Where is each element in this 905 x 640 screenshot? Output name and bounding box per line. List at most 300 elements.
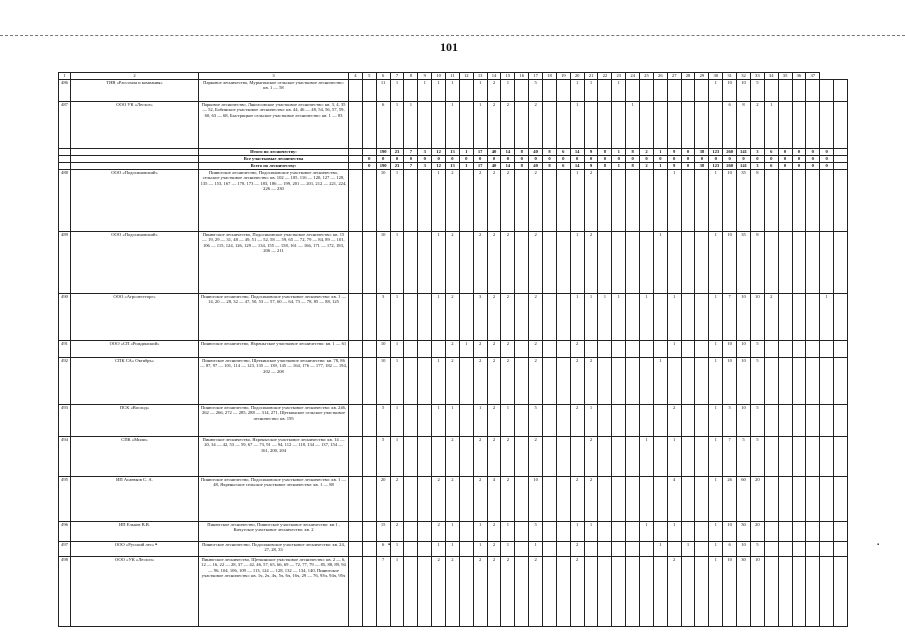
value-cell xyxy=(612,405,626,437)
value-cell xyxy=(515,405,529,437)
value-cell xyxy=(709,102,723,149)
value-cell: 5 xyxy=(750,341,764,358)
location-description: Пинюгское лесничество, Яхреньгское участковое лесничество: кв. 1 — 61 xyxy=(199,341,349,358)
value-cell: 2 xyxy=(529,437,543,477)
value-cell xyxy=(349,232,363,294)
value-cell xyxy=(626,294,640,341)
value-cell xyxy=(612,437,626,477)
value-cell: 1 xyxy=(473,542,487,557)
value-cell: 1 xyxy=(390,358,404,405)
value-cell: 5 xyxy=(529,80,543,102)
value-cell: 1 xyxy=(667,294,681,341)
value-cell: 1 xyxy=(667,522,681,542)
value-cell xyxy=(806,477,820,522)
value-cell xyxy=(653,437,667,477)
value-cell xyxy=(556,437,570,477)
location-description: Парковое лесничество, Лянгасовское участковое лесничество: кв. 3, 4, 35 — 52, Бобинское участковое лесничество: кв. 44, 46 — 48, 54, 56, 57, 59, 60, 63 — 68, Быстрицкое сельское участковое лесничество: кв. 1 — 83 xyxy=(199,102,349,149)
page-number: 101 xyxy=(440,40,458,54)
value-cell xyxy=(543,477,557,522)
value-cell: 2 xyxy=(570,477,584,522)
value-cell xyxy=(459,80,473,102)
value-cell: 0 xyxy=(778,149,792,156)
value-cell: 10 xyxy=(750,294,764,341)
table-row xyxy=(59,477,848,522)
table-row xyxy=(59,294,848,341)
column-number: 7 xyxy=(390,73,404,80)
value-cell: 2 xyxy=(501,437,515,477)
value-cell: 7 xyxy=(404,149,418,156)
value-cell: 0 xyxy=(806,149,820,156)
value-cell xyxy=(459,358,473,405)
value-cell xyxy=(820,522,834,542)
row-number: 495 xyxy=(59,477,71,522)
value-cell xyxy=(806,170,820,232)
value-cell xyxy=(695,522,709,542)
value-cell: 0 xyxy=(806,163,820,170)
value-cell: 190 xyxy=(376,163,390,170)
value-cell: 7 xyxy=(723,437,737,477)
value-cell: 1 xyxy=(570,102,584,149)
value-cell: 1 xyxy=(653,358,667,405)
value-cell xyxy=(556,102,570,149)
value-cell: 1 xyxy=(584,80,598,102)
value-cell: 0 xyxy=(626,156,640,163)
value-cell: 23 xyxy=(390,163,404,170)
value-cell: 1 xyxy=(446,542,460,557)
value-cell xyxy=(598,437,612,477)
value-cell xyxy=(626,80,640,102)
value-cell: 2 xyxy=(487,557,501,627)
value-cell: 8 xyxy=(543,163,557,170)
value-cell xyxy=(834,557,848,627)
table-body xyxy=(59,80,848,627)
value-cell xyxy=(543,294,557,341)
value-cell xyxy=(695,341,709,358)
value-cell xyxy=(598,477,612,522)
value-cell xyxy=(820,102,834,149)
value-cell xyxy=(834,437,848,477)
column-number: 24 xyxy=(626,73,640,80)
value-cell: 2 xyxy=(501,557,515,627)
value-cell xyxy=(640,405,654,437)
value-cell: 1 xyxy=(709,170,723,232)
value-cell xyxy=(667,542,681,557)
value-cell xyxy=(459,405,473,437)
value-cell xyxy=(653,170,667,232)
value-cell: 1 xyxy=(473,80,487,102)
value-cell xyxy=(418,102,432,149)
value-cell: 1 xyxy=(820,294,834,341)
value-cell: 30 xyxy=(737,557,751,627)
value-cell xyxy=(459,477,473,522)
value-cell xyxy=(834,294,848,341)
value-cell xyxy=(792,358,806,405)
value-cell: 5 xyxy=(376,437,390,477)
value-cell xyxy=(418,477,432,522)
value-cell: 14 xyxy=(501,163,515,170)
value-cell: 2 xyxy=(501,170,515,232)
value-cell: 6 xyxy=(376,102,390,149)
row-number: 493 xyxy=(59,405,71,437)
value-cell: 1 xyxy=(432,542,446,557)
value-cell: 5 xyxy=(529,405,543,437)
value-cell: 20 xyxy=(750,477,764,522)
value-cell xyxy=(681,437,695,477)
value-cell xyxy=(404,522,418,542)
value-cell: 40 xyxy=(529,163,543,170)
value-cell xyxy=(778,232,792,294)
value-cell xyxy=(681,170,695,232)
row-number: 494 xyxy=(59,437,71,477)
organization-name: ООО «УК «Лесхоз» xyxy=(71,557,199,627)
value-cell xyxy=(543,341,557,358)
table-row xyxy=(59,80,848,102)
value-cell xyxy=(640,358,654,405)
value-cell: 1 xyxy=(446,405,460,437)
value-cell: 0 xyxy=(667,156,681,163)
value-cell xyxy=(626,437,640,477)
value-cell: 0 xyxy=(390,156,404,163)
value-cell: 1 xyxy=(612,80,626,102)
value-cell: 8 xyxy=(598,149,612,156)
value-cell: 2 xyxy=(390,522,404,542)
value-cell xyxy=(640,232,654,294)
value-cell: 0 xyxy=(362,163,376,170)
value-cell xyxy=(515,522,529,542)
value-cell: 1 xyxy=(390,437,404,477)
value-cell xyxy=(459,557,473,627)
value-cell: 5 xyxy=(750,437,764,477)
value-cell: 5 xyxy=(529,522,543,542)
column-number: 16 xyxy=(515,73,529,80)
value-cell: 0 xyxy=(820,163,834,170)
value-cell xyxy=(626,542,640,557)
row-number xyxy=(59,156,71,163)
value-cell: 2 xyxy=(487,80,501,102)
column-number: 31 xyxy=(723,73,737,80)
value-cell xyxy=(681,80,695,102)
value-cell: 1 xyxy=(612,294,626,341)
value-cell xyxy=(695,557,709,627)
row-number: 488 xyxy=(59,170,71,232)
value-cell: 2 xyxy=(501,358,515,405)
row-number: 490 xyxy=(59,294,71,341)
value-cell: 6 xyxy=(764,149,778,156)
value-cell xyxy=(404,405,418,437)
value-cell: 2 xyxy=(446,341,460,358)
value-cell: 0 xyxy=(473,156,487,163)
value-cell: 1 xyxy=(709,232,723,294)
value-cell xyxy=(653,80,667,102)
value-cell xyxy=(806,437,820,477)
value-cell xyxy=(556,232,570,294)
value-cell: 2 xyxy=(446,294,460,341)
location-description: Пинюгское лесничество, Подосиновское участковое лесничество: кв. 24, 27, 28, 33 xyxy=(199,542,349,557)
location-description: Итого по лесничеству: xyxy=(199,149,349,156)
value-cell: 0 xyxy=(792,156,806,163)
value-cell xyxy=(418,358,432,405)
value-cell: 2 xyxy=(487,341,501,358)
value-cell: 10 xyxy=(376,341,390,358)
column-number: 22 xyxy=(598,73,612,80)
value-cell xyxy=(681,477,695,522)
value-cell xyxy=(612,170,626,232)
value-cell: 2 xyxy=(446,477,460,522)
value-cell: 1 xyxy=(612,149,626,156)
value-cell xyxy=(640,102,654,149)
table-row xyxy=(59,405,848,437)
value-cell: 1 xyxy=(584,294,598,341)
value-cell xyxy=(820,477,834,522)
value-cell xyxy=(418,557,432,627)
value-cell: 0 xyxy=(446,156,460,163)
value-cell xyxy=(515,542,529,557)
value-cell: 2 xyxy=(570,542,584,557)
location-description: Пинюгское лесничество, Щеткинское участковое лесничество: кв. 2 — 6, 12 — 16, 22 — 28, 37 — 42, 46, 57, 65, 66, 69 — 72, 77, 79 — 85, 88, 89, 94 — 96, 104, 106, 109 — 113, 124 — 128, 132 — 134, 140, Пинюгское участковое лесничество: кв. 1ч, 2ч, 4ч, 5ч, 6ч, 16ч, 29 — 76, 93ч, 94ч, 95ч xyxy=(199,557,349,627)
value-cell xyxy=(653,341,667,358)
value-cell: 10 xyxy=(376,170,390,232)
value-cell: 2 xyxy=(487,437,501,477)
value-cell xyxy=(349,341,363,358)
value-cell: 8 xyxy=(626,149,640,156)
value-cell: 0 xyxy=(432,156,446,163)
value-cell xyxy=(667,358,681,405)
value-cell xyxy=(792,294,806,341)
value-cell xyxy=(362,405,376,437)
value-cell: 10 xyxy=(376,232,390,294)
table-row xyxy=(59,542,848,557)
table-row xyxy=(59,232,848,294)
value-cell xyxy=(764,542,778,557)
value-cell: 2 xyxy=(446,170,460,232)
value-cell xyxy=(598,170,612,232)
value-cell: 6 xyxy=(556,163,570,170)
column-number: 18 xyxy=(543,73,557,80)
value-cell: 0 xyxy=(681,149,695,156)
value-cell: 0 xyxy=(376,156,390,163)
value-cell: 9 xyxy=(584,163,598,170)
value-cell: 190 xyxy=(376,149,390,156)
value-cell xyxy=(362,557,376,627)
value-cell xyxy=(349,405,363,437)
value-cell xyxy=(543,437,557,477)
value-cell: 2 xyxy=(446,437,460,477)
value-cell: 1 xyxy=(529,542,543,557)
value-cell: 0 xyxy=(556,156,570,163)
organization-name xyxy=(71,163,199,170)
value-cell xyxy=(349,542,363,557)
value-cell: 5 xyxy=(750,80,764,102)
location-description: Пинюгское лесничество, Пинюгское участковое лесничество: кв.1 , Кичугское участковое лесничество: кв. 2 xyxy=(199,522,349,542)
organization-name: ООО «Русский лес» xyxy=(71,542,199,557)
column-number: 27 xyxy=(667,73,681,80)
value-cell: 1 xyxy=(390,232,404,294)
value-cell: 5 xyxy=(750,358,764,405)
value-cell xyxy=(362,232,376,294)
value-cell: 0 xyxy=(543,156,557,163)
column-number: 34 xyxy=(764,73,778,80)
value-cell: 9 xyxy=(667,163,681,170)
column-number: 17 xyxy=(529,73,543,80)
value-cell xyxy=(834,341,848,358)
value-cell: 2 xyxy=(667,405,681,437)
value-cell xyxy=(778,341,792,358)
value-cell: 2 xyxy=(487,405,501,437)
value-cell: 1 xyxy=(570,232,584,294)
value-cell: 10 xyxy=(723,522,737,542)
value-cell: 1 xyxy=(459,341,473,358)
value-cell xyxy=(598,542,612,557)
value-cell: 1 xyxy=(446,102,460,149)
value-cell: 2 xyxy=(529,232,543,294)
value-cell xyxy=(556,341,570,358)
value-cell xyxy=(459,542,473,557)
value-cell xyxy=(584,102,598,149)
location-description: Пинюгское лесничество, Подосиновское участковое лесничество: кв. 1 — 14, 20 — 28, 32 — 47, 50, 53 — 57, 60 — 64, 73 — 78, 85 — 88, 125 xyxy=(199,294,349,341)
value-cell xyxy=(362,294,376,341)
value-cell: 3 xyxy=(376,294,390,341)
row-number: 498 xyxy=(59,557,71,627)
value-cell xyxy=(806,232,820,294)
column-number: 26 xyxy=(653,73,667,80)
column-number: 12 xyxy=(459,73,473,80)
value-cell xyxy=(792,102,806,149)
value-cell: 0 xyxy=(681,156,695,163)
value-cell: 1 xyxy=(709,437,723,477)
row-number: 487 xyxy=(59,102,71,149)
value-cell: 1 xyxy=(390,80,404,102)
value-cell: 2 xyxy=(446,557,460,627)
summary-row xyxy=(59,163,848,170)
value-cell: 1 xyxy=(404,102,418,149)
value-cell: 2 xyxy=(487,170,501,232)
value-cell xyxy=(598,405,612,437)
value-cell: 1 xyxy=(667,341,681,358)
value-cell: 2 xyxy=(473,477,487,522)
value-cell: 1 xyxy=(446,522,460,542)
value-cell xyxy=(556,557,570,627)
value-cell xyxy=(612,358,626,405)
value-cell xyxy=(515,80,529,102)
value-cell xyxy=(556,522,570,542)
value-cell xyxy=(612,341,626,358)
value-cell xyxy=(806,80,820,102)
value-cell xyxy=(806,405,820,437)
value-cell xyxy=(349,149,363,156)
value-cell: 12 xyxy=(432,149,446,156)
value-cell: 2 xyxy=(584,437,598,477)
value-cell xyxy=(404,358,418,405)
value-cell xyxy=(418,542,432,557)
value-cell: 1 xyxy=(432,80,446,102)
value-cell: 0 xyxy=(723,156,737,163)
location-description: Все участковые лесничества xyxy=(199,156,349,163)
organization-name: ООО УК «Лесхоз» xyxy=(71,102,199,149)
value-cell: 0 xyxy=(778,156,792,163)
value-cell xyxy=(792,522,806,542)
value-cell xyxy=(404,170,418,232)
value-cell xyxy=(764,358,778,405)
value-cell: 1 xyxy=(390,557,404,627)
value-cell xyxy=(349,522,363,542)
value-cell: 2 xyxy=(432,557,446,627)
column-number: 21 xyxy=(584,73,598,80)
value-cell xyxy=(764,405,778,437)
value-cell: 1 xyxy=(570,522,584,542)
value-cell xyxy=(349,437,363,477)
value-cell: 0 xyxy=(362,156,376,163)
value-cell: 12 xyxy=(432,163,446,170)
column-number: 29 xyxy=(695,73,709,80)
value-cell xyxy=(681,341,695,358)
value-cell xyxy=(349,163,363,170)
value-cell xyxy=(459,522,473,542)
value-cell xyxy=(764,477,778,522)
value-cell xyxy=(806,102,820,149)
value-cell xyxy=(653,294,667,341)
value-cell xyxy=(598,341,612,358)
row-number xyxy=(59,163,71,170)
value-cell: 8 xyxy=(598,163,612,170)
value-cell: 5 xyxy=(737,437,751,477)
value-cell xyxy=(459,437,473,477)
value-cell xyxy=(792,405,806,437)
value-cell xyxy=(806,522,820,542)
value-cell: 6 xyxy=(556,149,570,156)
value-cell xyxy=(792,557,806,627)
value-cell: 2 xyxy=(640,149,654,156)
value-cell xyxy=(459,102,473,149)
value-cell: 0 xyxy=(529,156,543,163)
value-cell xyxy=(349,170,363,232)
page-top-rule xyxy=(0,35,905,36)
scan-speck: ▪ xyxy=(877,542,880,548)
column-number: 36 xyxy=(792,73,806,80)
value-cell: 2 xyxy=(584,358,598,405)
value-cell: 0 xyxy=(404,156,418,163)
value-cell xyxy=(778,437,792,477)
value-cell xyxy=(612,232,626,294)
value-cell xyxy=(418,341,432,358)
column-number: 10 xyxy=(432,73,446,80)
column-number-row xyxy=(59,73,848,80)
row-number: 492 xyxy=(59,358,71,405)
value-cell: 0 xyxy=(695,156,709,163)
value-cell: 2 xyxy=(487,232,501,294)
value-cell xyxy=(404,542,418,557)
value-cell: 10 xyxy=(737,80,751,102)
value-cell xyxy=(778,542,792,557)
value-cell: 1 xyxy=(418,80,432,102)
value-cell xyxy=(626,522,640,542)
value-cell: 260 xyxy=(723,149,737,156)
value-cell xyxy=(778,294,792,341)
value-cell xyxy=(404,477,418,522)
scan-speck: ▪ xyxy=(155,542,158,548)
value-cell: 0 xyxy=(612,156,626,163)
value-cell: 3 xyxy=(418,149,432,156)
value-cell: 0 xyxy=(792,163,806,170)
value-cell xyxy=(626,557,640,627)
row-number: 486 xyxy=(59,80,71,102)
value-cell xyxy=(418,522,432,542)
location-description: Пинюгское лесничество, Подосиновское участковое лесничество: кв. 15 — 19, 29 — 31, 48 — 49, 51 — 52, 58 — 59, 65 — 72, 79 — 84, 89 — 101, 106 — 115, 124, 126, 129 — 134, 155 — 158, 161 — 166, 171 — 172, 183, 206 — 211 xyxy=(199,232,349,294)
value-cell xyxy=(404,294,418,341)
location-description: Пинюгское лесничество, Щеткинское участковое лесничество: кв. 78, 86 — 87, 97 — 101, 114 — 123, 135 — 139, 145 — 164, 176 — 177, 182 — 194, 202 — 208 xyxy=(199,358,349,405)
value-cell: 17 xyxy=(473,163,487,170)
value-cell xyxy=(362,170,376,232)
value-cell: 2 xyxy=(584,477,598,522)
